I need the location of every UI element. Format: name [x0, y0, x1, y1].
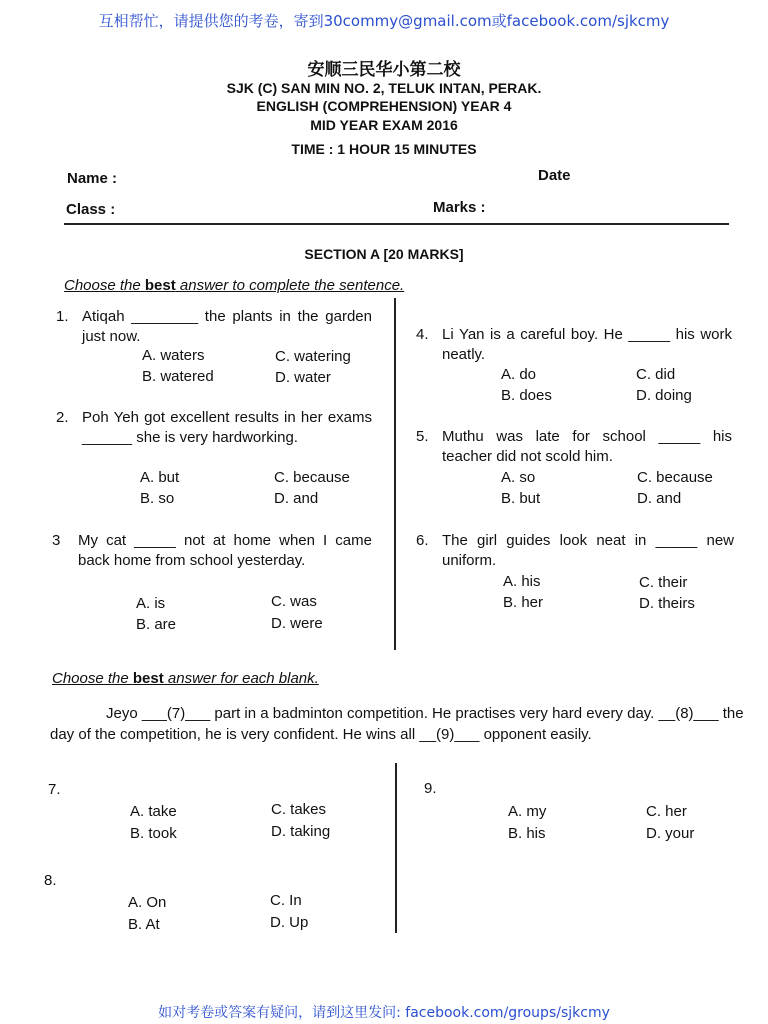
blank-8-option-a[interactable]: A. On [128, 894, 167, 911]
q2-option-a[interactable]: A. but [140, 469, 180, 486]
q5-option-b[interactable]: B. but [501, 490, 541, 507]
q6-option-a[interactable]: A. his [503, 573, 541, 590]
blank-column-divider [395, 763, 397, 933]
blank-7-option-c[interactable]: C. takes [271, 801, 327, 818]
blank-9-number: 9. [424, 780, 437, 797]
marks-field-label: Marks : [433, 199, 486, 216]
cloze-passage: Jeyo ___(7)___ part in a badminton competition. He practises very hard every day. __(8)___ the day of the competition, he is very confident. He wins all __(9)___ opponent easily. [50, 705, 744, 743]
instruction-2: Choose the best answer for each blank. [52, 670, 319, 687]
blank-9-option-a[interactable]: A. my [508, 803, 547, 820]
school-name-chinese: 安顺三民华小第二校 [307, 60, 461, 80]
q3-option-d[interactable]: D. were [271, 615, 323, 632]
q2-option-c[interactable]: C. because [274, 469, 350, 486]
class-field-label: Class : [66, 201, 116, 218]
name-field-label: Name : [67, 170, 118, 187]
blank-8-number: 8. [44, 872, 57, 889]
section-a-title: SECTION A [20 MARKS] [304, 246, 464, 262]
q4-option-a[interactable]: A. do [501, 366, 537, 383]
q3-option-c[interactable]: C. was [271, 593, 317, 610]
blank-7-option-a[interactable]: A. take [130, 803, 177, 820]
blank-7-option-b[interactable]: B. took [130, 825, 177, 842]
header-divider [64, 223, 729, 225]
q1-option-a[interactable]: A. waters [142, 347, 205, 364]
q6-option-c[interactable]: C. their [639, 574, 688, 591]
q1-option-b[interactable]: B. watered [142, 368, 214, 385]
q5-option-a[interactable]: A. so [501, 469, 536, 486]
q5-option-d[interactable]: D. and [637, 490, 682, 507]
blank-9-option-d[interactable]: D. your [646, 825, 695, 842]
top-banner: 互相帮忙，请提供您的考卷，寄到30commy@gmail.com或facebook.com/sjkcmy [98, 12, 670, 30]
blank-8-option-b[interactable]: B. At [128, 916, 160, 933]
blank-9-option-c[interactable]: C. her [646, 803, 687, 820]
q6-option-d[interactable]: D. theirs [639, 595, 695, 612]
q4-option-d[interactable]: D. doing [636, 387, 692, 404]
exam-title: MID YEAR EXAM 2016 [310, 117, 458, 133]
q2-option-b[interactable]: B. so [140, 490, 175, 507]
q6-option-b[interactable]: B. her [503, 594, 544, 611]
school-name: SJK (C) SAN MIN NO. 2, TELUK INTAN, PERAK. [226, 80, 542, 96]
column-divider [394, 298, 396, 650]
q1-option-c[interactable]: C. watering [275, 348, 351, 365]
exam-duration: TIME : 1 HOUR 15 MINUTES [291, 141, 477, 157]
q1-option-d[interactable]: D. water [275, 369, 331, 386]
blank-9-option-b[interactable]: B. his [508, 825, 546, 842]
q3-option-b[interactable]: B. are [136, 616, 177, 633]
date-field-label: Date [538, 167, 571, 184]
subject-title: ENGLISH (COMPREHENSION) YEAR 4 [256, 98, 512, 114]
blank-8-option-d[interactable]: D. Up [270, 914, 309, 931]
blank-7-option-d[interactable]: D. taking [271, 823, 331, 840]
q2-option-d[interactable]: D. and [274, 490, 319, 507]
q4-option-b[interactable]: B. does [501, 387, 552, 404]
instruction-1: Choose the best answer to complete the sentence. [64, 277, 405, 294]
bottom-banner: 如对考卷或答案有疑问，请到这里发问: facebook.com/groups/sjkcmy [158, 1005, 610, 1021]
blank-8-option-c[interactable]: C. In [270, 892, 302, 909]
q5-option-c[interactable]: C. because [637, 469, 713, 486]
q4-option-c[interactable]: C. did [636, 366, 676, 383]
q3-option-a[interactable]: A. is [136, 595, 166, 612]
blank-7-number: 7. [48, 781, 61, 798]
